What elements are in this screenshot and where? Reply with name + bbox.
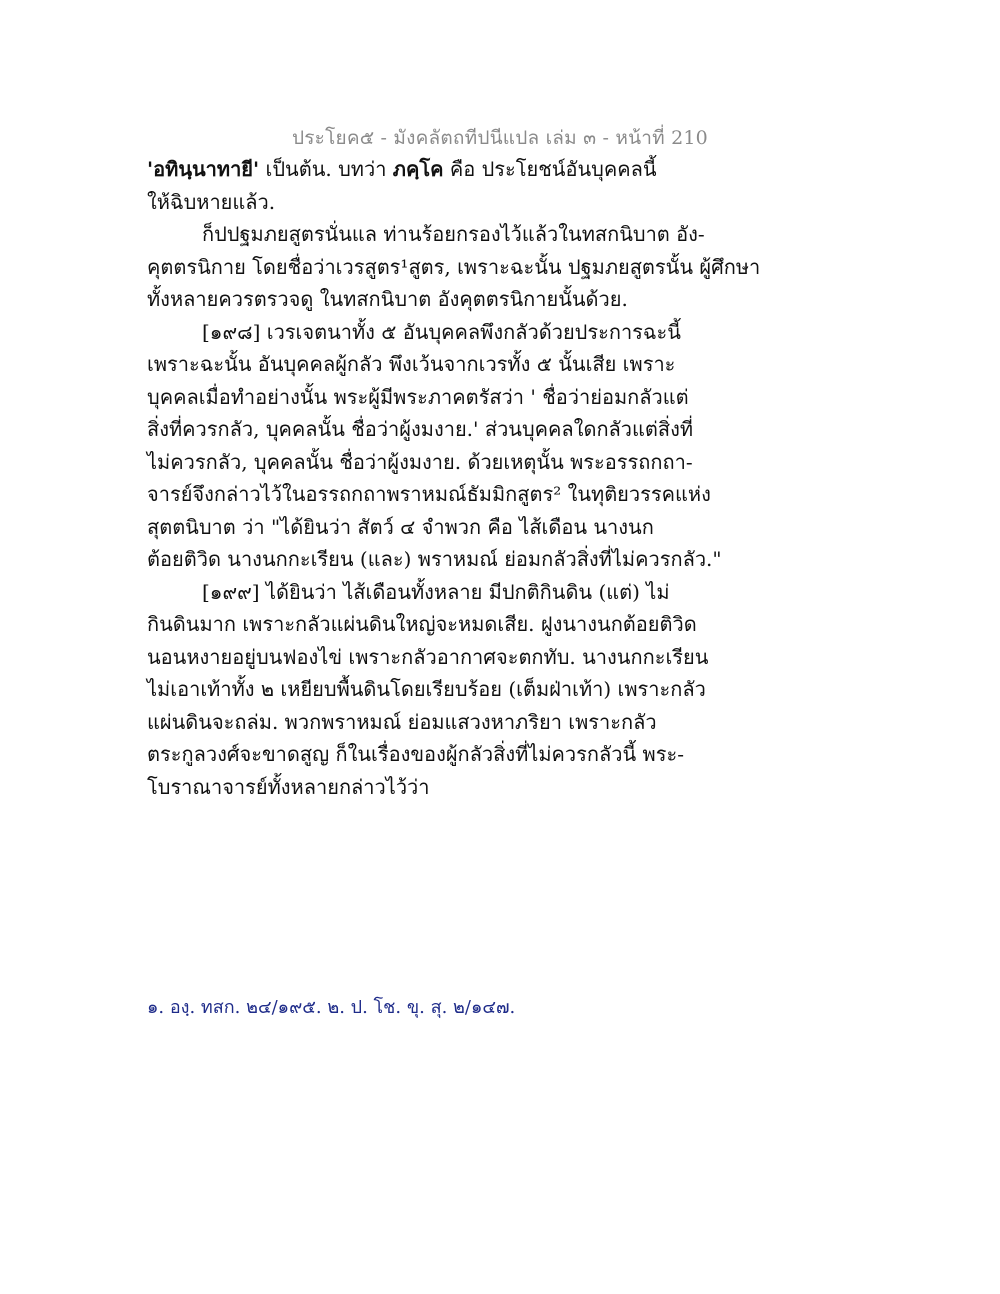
text-line-10: ไม่ควรกลัว, บุคคลนั้น ชื่อว่าผู้งมงาย. ด้วยเหตุนั้น พระอรรถกถา- <box>147 449 693 474</box>
text-line-11: จารย์จึงกล่าวไว้ในอรรถกถาพราหมณ์ธัมมิกสูตร² ในทุติยวรรคแห่ง <box>147 482 711 506</box>
text-line-7: เพราะฉะนั้น อันบุคคลผู้กลัว พึงเว้นจากเวรทั้ง ๕ นั้นเสีย เพราะ <box>147 352 676 376</box>
text-line-12: สุตตนิบาต ว่า "ได้ยินว่า สัตว์ ๔ จำพวก คือ ไส้เดือน นางนก <box>147 514 654 539</box>
text-line-20: โบราณาจารย์ทั้งหลายกล่าวไว้ว่า <box>147 774 430 799</box>
text-line-3: ก็ปปฐมภยสูตรนั่นแล ท่านร้อยกรองไว้แล้วในทสกนิบาต อัง- <box>202 222 705 246</box>
text-fragment: เป็นต้น. บทว่า <box>259 157 393 181</box>
text-line-19: ตระกูลวงศ์จะขาดสูญ ก็ในเรื่องของผู้กลัวสิ่งที่ไม่ควรกลัวนี้ พระ- <box>147 742 684 766</box>
text-line-4: คุตตรนิกาย โดยชื่อว่าเวรสูตร¹สูตร, เพราะฉะนั้น ปฐมภยสูตรนั้น ผู้ศึกษา <box>147 254 761 279</box>
body-text <box>147 153 761 803</box>
bold-term-atinnadayi: 'อทินฺนาทายี' <box>147 157 260 181</box>
running-header: ประโยค๕ - มังคลัตถทีปนีแปล เล่ม ๓ - หน้าที่ 210 <box>292 127 708 149</box>
bold-term-bhaggo: ภคฺโค <box>392 157 444 181</box>
text-line-5: ทั้งหลายควรตรวจดู ในทสกนิบาต อังคุตตรนิกายนั้นด้วย. <box>147 287 628 311</box>
text-line-17: ไม่เอาเท้าทั้ง ๒ เหยียบพื้นดินโดยเรียบร้อย (เต็มฝ่าเท้า) เพราะกลัว <box>147 677 706 701</box>
footnote: ๑. องฺ. ทสก. ๒๔/๑๙๕. ๒. ป. โช. ขุ. สุ. ๒/๑๔๗. <box>147 997 516 1018</box>
text-line-18: แผ่นดินจะถล่ม. พวกพราหมณ์ ย่อมแสวงหาภริยา เพราะกลัว <box>147 709 657 734</box>
text-line-15: กินดินมาก เพราะกลัวแผ่นดินใหญ่จะหมดเสีย. ฝูงนางนกต้อยติวิด <box>147 612 697 636</box>
text-line-6: [๑๙๘] เวรเจตนาทั้ง ๕ อันบุคคลพึงกลัวด้วยประการฉะนี้ <box>202 319 681 344</box>
text-line-1 <box>147 153 747 186</box>
text-line-9: สิ่งที่ควรกลัว, บุคคลนั้น ชื่อว่าผู้งมงาย.' ส่วนบุคคลใดกลัวแต่สิ่งที่ <box>147 417 694 441</box>
text-line-14: [๑๙๙] ได้ยินว่า ไส้เดือนทั้งหลาย มีปกติกินดิน (แต่) ไม่ <box>202 579 670 604</box>
text-line-8: บุคคลเมื่อทำอย่างนั้น พระผู้มีพระภาคตรัสว่า ' ชื่อว่าย่อมกลัวแต่ <box>147 384 689 409</box>
text-line-2: ให้ฉิบหายแล้ว. <box>147 189 276 214</box>
text-fragment: คือ ประโยชน์อันบุคคลนี้ <box>443 157 657 181</box>
text-line-16: นอนหงายอยู่บนฟองไข่ เพราะกลัวอากาศจะตกทับ. นางนกกะเรียน <box>147 644 709 669</box>
text-line-13: ต้อยติวิด นางนกกะเรียน (และ) พราหมณ์ ย่อมกลัวสิ่งที่ไม่ควรกลัว." <box>147 547 722 571</box>
